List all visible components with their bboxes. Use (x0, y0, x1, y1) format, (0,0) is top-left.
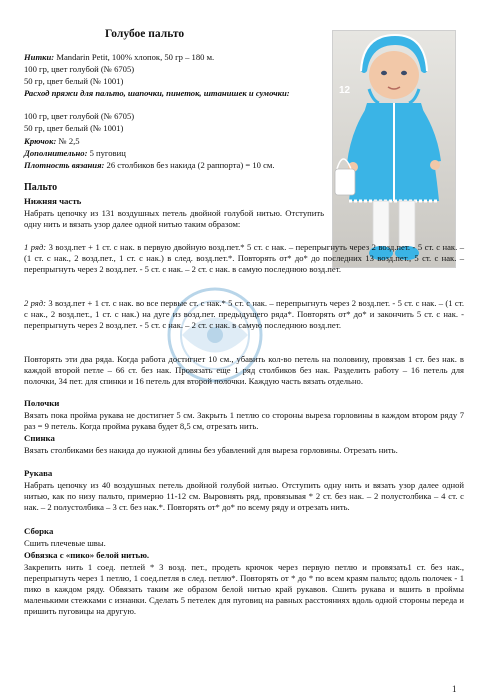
yarn-line-2: 100 гр, цвет голубой (№ 6705) (24, 64, 135, 74)
doll-illustration (333, 31, 455, 267)
row-1-text: 3 возд.пет + 1 ст. с нак. в первую двойную возд.пет.* 5 ст. с нак. – перепрыгнуть через 2 возд.пет. - 5 ст. с нак. – (1 ст. с нак., 2 возд.пет., 1 ст. с нак.) в след. возд.пет.*. Повторять от* до* до последних 13 возд.пет., 5 ст. с нак. – перепрыгнуть через 2 возд.пет. - 5 ст. с нак. – 2 ст. с нак. в самую последнюю возд.пет. (24, 242, 464, 274)
page-title: Голубое пальто (105, 28, 185, 40)
hook-label: Крючок: (24, 136, 57, 146)
usage-line-2: 50 гр, цвет белый (№ 1001) (24, 123, 124, 133)
section-title: Пальто (24, 182, 58, 193)
row-1-label: 1 ряд: (24, 242, 47, 252)
yarn-line-3: 50 гр, цвет белый (№ 1001) (24, 76, 124, 86)
lower-part-continuation: Повторять эти два ряда. Когда работа достигнет 10 см., убавить кол-во петель на половину, провязав 1 ст. без нак. в каждой второй петле – 66 ст. без нак. Провязать еще 1 ряд столбиков без нак. Разделить работу – 16 петель для полочки, 34 пет. для спинки и 16 петель для второй полочки. Каждую часть вязать отдельно. (24, 354, 464, 386)
density-label: Плотность вязания: (24, 160, 105, 170)
fronts-text: Вязать пока пройма рукава не достигнет 5 см. Закрыть 1 петлю со стороны выреза горловины в каждом втором ряду 7 раз = 9 петель. Когда пройма рукава будет 8,5 см, отрезать нить. (24, 410, 464, 431)
fronts-title: Полочки (24, 398, 60, 408)
extra-text: 5 пуговиц (89, 148, 126, 158)
sleeves-text: Набрать цепочку из 40 воздушных петель двойной голубой нитью. Отступить одну нить и вязать узор далее одной нитью, как по низу пальто, примерно 11-12 см. Выровнять ряд, провязывая * 2 ст. без нак. – 2 полустолбика – 4 ст. с нак. – 2 полустолбика – 3 ст. без нак.*. Повторять от* до* по всему ряду и отрезать нить. (24, 480, 464, 512)
usage-label: Расход пряжи для пальто, шапочки, пинеток, штанишек и сумочки: (24, 88, 290, 98)
row-1-instructions (24, 242, 464, 275)
hook-text: № 2,5 (58, 136, 80, 146)
yarn-text: Mandarin Petit, 100% хлопок, 50 гр – 180 м. (56, 52, 215, 62)
back-text: Вязать столбиками без накида до нужной длины без убавлений для выреза горловины. Отрезать нить. (24, 445, 398, 455)
back-title: Спинка (24, 433, 55, 443)
row-2-label: 2 ряд: (24, 298, 47, 308)
yarn-spec (24, 52, 334, 64)
photo-number-label: 12 (339, 85, 351, 96)
density-text: 26 столбиков без накида (2 раппорта) = 10 см. (106, 160, 275, 170)
assembly-title: Сборка (24, 526, 54, 536)
row-2-instructions (24, 298, 464, 331)
usage-line-1: 100 гр, цвет голубой (№ 6705) (24, 111, 135, 121)
yarn-label: Нитки: (24, 52, 55, 62)
density-spec (24, 160, 334, 172)
page-number: 1 (452, 684, 457, 694)
extra-label: Дополнительно: (24, 148, 88, 158)
edging-title: Обвязка с «пико» белой нитью. (24, 550, 150, 560)
sleeves-title: Рукава (24, 468, 53, 478)
lower-part-title: Нижняя часть (24, 196, 82, 206)
extra-spec (24, 148, 334, 160)
hook-spec (24, 136, 334, 148)
lower-part-intro: Набрать цепочку из 131 воздушных петель двойной голубой нитью. Отступить одну нить и вязать узор далее одной нитью таким образом: (24, 208, 324, 229)
assembly-text: Сшить плечевые швы. (24, 538, 106, 548)
doll-photo (332, 30, 456, 268)
row-2-text: 3 возд.пет + 1 ст. с нак. во все первые ст. с нак.* 5 ст. с нак. – перепрыгнуть через 2 возд.пет. - 5 ст. с нак. – (1 ст. с нак., 2 возд.пет., 1 ст. с нак.) на дуге из возд.пет. предыдущего ряда*. Повторять от* до* и закончить 5 ст. с нак. - перепрыгнуть через 2 возд.пет. - 5 ст. с нак. – 2 ст. с нак. в самую последнюю возд.пет. (24, 298, 464, 330)
edging-text: Закрепить нить 1 соед. петлей * 3 возд. пет., продеть крючок через первую петлю и провязать1 ст. без нак., перепрыгнуть через 1 петлю, 1 соед.петля в след. петлю*. Повторять от * до * по всем краям пальто; вдоль полочек - 1 пико в каждом ряду. Обвязать таким же образом белой нитью край рукавов. Сшить рукава и вшить в проймы маленькими стежками с изнанки. Сделать 5 петелек для пуговиц на равных расстояниях вдоль одной стороны переда и пришить пуговицы на другую. (24, 562, 464, 616)
